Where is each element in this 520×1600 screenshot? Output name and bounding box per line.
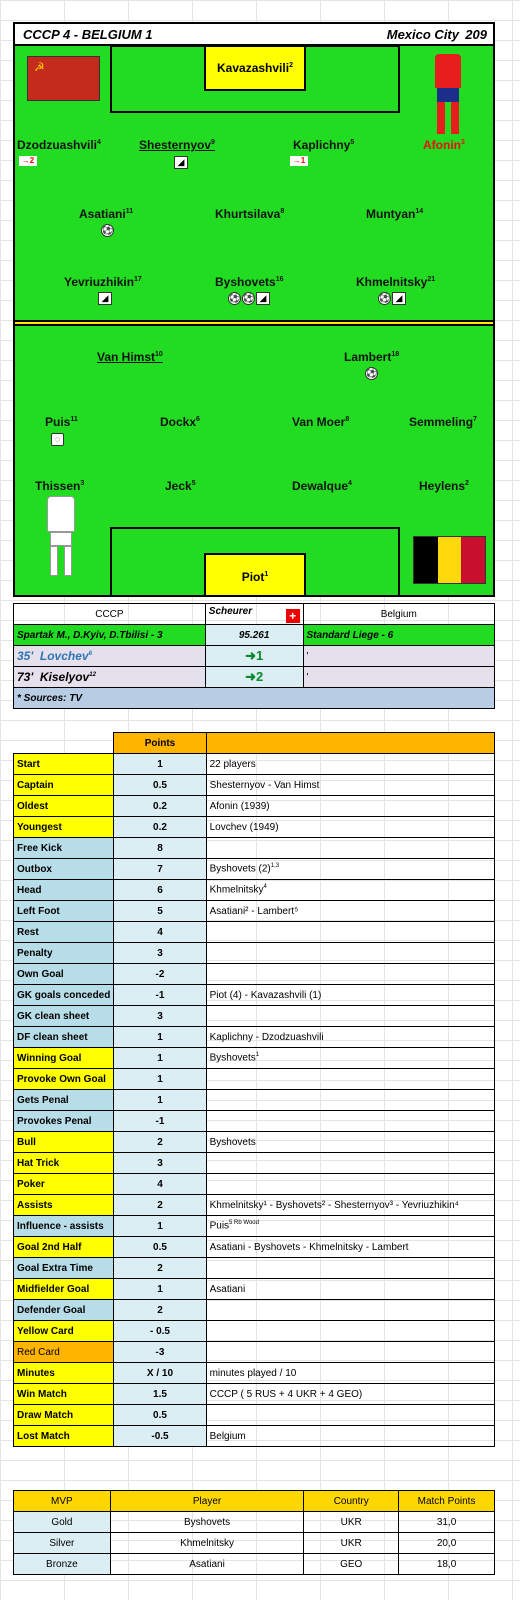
points-label: Midfielder Goal (14, 1279, 114, 1300)
points-value: 2 (114, 1195, 206, 1216)
points-value: 1 (114, 1279, 206, 1300)
points-label: GK clean sheet (14, 1006, 114, 1027)
player-kaplichny[interactable]: Kaplichny$^5$ (293, 138, 355, 152)
points-value: 3 (114, 943, 206, 964)
points-value: 1 (114, 1027, 206, 1048)
points-value: 1 (114, 1090, 206, 1111)
points-row (14, 1384, 495, 1405)
points-note (206, 1153, 494, 1174)
points-note (206, 1111, 494, 1132)
points-note (206, 1321, 494, 1342)
points-row (14, 1321, 495, 1342)
points-row (14, 838, 495, 859)
team2-clubs: Standard Liege - 6 (303, 625, 494, 646)
player-yevriuzhikin[interactable]: Yevriuzhikin$^{17}$ (64, 275, 142, 289)
team1-clubs: Spartak M., D.Kyiv, D.Tbilisi - 3 (14, 625, 206, 646)
points-value: X / 10 (114, 1363, 206, 1384)
points-note: Afonin (1939) (206, 796, 494, 817)
points-note (206, 943, 494, 964)
player-header: Player (110, 1491, 304, 1512)
belgium-kit-icon (45, 496, 77, 580)
mvp-header: MVP (14, 1491, 111, 1512)
points-value: -0.5 (114, 1426, 206, 1447)
player-semmeling[interactable]: Semmeling$^7$ (409, 415, 477, 429)
points-row (14, 1090, 495, 1111)
player-dockx[interactable]: Dockx$^6$ (160, 415, 200, 429)
points-table (13, 732, 495, 1447)
player-asatiani[interactable]: Asatiani$^{11}$ (79, 207, 134, 221)
points-row (14, 1258, 495, 1279)
points-row (14, 1363, 495, 1384)
sub-row-2: 73' Kiselyov$^{12}$ (14, 667, 206, 688)
points-label: Red Card (14, 1342, 114, 1363)
points-row (14, 1300, 495, 1321)
points-label: Win Match (14, 1384, 114, 1405)
points-label: Captain (14, 775, 114, 796)
points-row (14, 964, 495, 985)
points-note: 22 players (206, 754, 494, 775)
mvp-cell: 31,0 (399, 1512, 495, 1533)
points-row (14, 754, 495, 775)
points-value: -1 (114, 1111, 206, 1132)
points-label: Yellow Card (14, 1321, 114, 1342)
year: 209 (465, 27, 487, 42)
points-label: DF clean sheet (14, 1027, 114, 1048)
mvp-cell: Bronze (14, 1554, 111, 1575)
points-label: Assists (14, 1195, 114, 1216)
points-note: minutes played / 10 (206, 1363, 494, 1384)
mvp-row (14, 1554, 495, 1575)
points-label: Gets Penal (14, 1090, 114, 1111)
points-value: 7 (114, 859, 206, 880)
mvp-cell: UKR (304, 1533, 399, 1554)
halfway-line (15, 320, 493, 326)
points-note: Shesternyov - Van Himst (206, 775, 494, 796)
sub-arrow-1: ➜1 (205, 646, 303, 667)
points-row (14, 1216, 495, 1237)
player-dzodzuashvili[interactable]: Dzodzuashvili$^4$ (17, 138, 101, 152)
points-value: 1 (114, 1216, 206, 1237)
points-row (14, 1048, 495, 1069)
points-label: Goal Extra Time (14, 1258, 114, 1279)
points-label: Provokes Penal (14, 1111, 114, 1132)
points-value: 8 (114, 838, 206, 859)
points-note: Khmelnitsky¹ - Byshovets² - Shesternyov³ - Yevriuzhikin⁴ (206, 1195, 494, 1216)
points-note (206, 1006, 494, 1027)
points-label: Poker (14, 1174, 114, 1195)
points-value: 6 (114, 880, 206, 901)
points-value: 3 (114, 1006, 206, 1027)
player-van-himst[interactable]: Van Himst$^{10}$ (97, 350, 163, 364)
player-thissen[interactable]: Thissen$^3$ (35, 479, 85, 493)
points-row (14, 901, 495, 922)
points-label: Lost Match (14, 1426, 114, 1447)
points-value: 4 (114, 1174, 206, 1195)
mvp-cell: UKR (304, 1512, 399, 1533)
player-muntyan[interactable]: Muntyan$^{14}$ (366, 207, 424, 221)
match-info-table (13, 603, 495, 709)
points-label: Influence - assists (14, 1216, 114, 1237)
points-label: Goal 2nd Half (14, 1237, 114, 1258)
points-row (14, 1132, 495, 1153)
points-row (14, 1237, 495, 1258)
player-afonin[interactable]: Afonin$^3$ (423, 138, 465, 152)
swiss-flag-icon: + (286, 609, 300, 623)
points-note: Byshovets (206, 1132, 494, 1153)
player-van-moer[interactable]: Van Moer$^8$ (292, 415, 350, 429)
points-row (14, 1069, 495, 1090)
points-row (14, 1027, 495, 1048)
points-value: 0.5 (114, 1405, 206, 1426)
points-label: Own Goal (14, 964, 114, 985)
sub-out-icon: →2 (19, 156, 37, 166)
ball-icons (228, 292, 270, 305)
boot-icon: ◢ (174, 156, 188, 169)
points-row (14, 1195, 495, 1216)
points-value: 2 (114, 1132, 206, 1153)
ball-icons (378, 292, 406, 305)
points-note (206, 1174, 494, 1195)
points-value: 2 (114, 1258, 206, 1279)
player-khurtsilava[interactable]: Khurtsilava$^8$ (215, 207, 285, 221)
points-note: Kaplichny - Dzodzuashvili (206, 1027, 494, 1048)
player-jeck[interactable]: Jeck$^5$ (165, 479, 196, 493)
points-note (206, 1405, 494, 1426)
sub-quote: ' (303, 646, 494, 667)
points-row (14, 880, 495, 901)
sub-out-icon: →1 (290, 156, 308, 166)
points-row (14, 1426, 495, 1447)
points-value: 1.5 (114, 1384, 206, 1405)
player-heylens[interactable]: Heylens$^2$ (419, 479, 469, 493)
points-label: Draw Match (14, 1405, 114, 1426)
match-points-header: Match Points (399, 1491, 495, 1512)
points-row (14, 1174, 495, 1195)
player-lambert[interactable]: Lambert$^{18}$ (344, 350, 400, 364)
points-header: Points (114, 733, 206, 754)
points-row (14, 1153, 495, 1174)
team2-name: Belgium (303, 604, 494, 625)
points-value: -2 (114, 964, 206, 985)
points-note: Piot (4) - Kavazashvili (1) (206, 985, 494, 1006)
points-label: Youngest (14, 817, 114, 838)
match-header (15, 24, 493, 46)
ball-icon: ⚽ (366, 368, 378, 378)
belgium-flag (413, 536, 486, 584)
wood-icon: ◌ (51, 433, 64, 446)
points-value: 0.2 (114, 796, 206, 817)
points-value: 3 (114, 1153, 206, 1174)
points-label: Minutes (14, 1363, 114, 1384)
points-row (14, 1111, 495, 1132)
points-label: GK goals conceded (14, 985, 114, 1006)
sources: * Sources: TV (14, 688, 495, 709)
mvp-cell: Khmelnitsky (110, 1533, 304, 1554)
points-note (206, 1069, 494, 1090)
points-note (206, 922, 494, 943)
points-note: Puis$^{5 Rb Wood}$ (206, 1216, 494, 1237)
mvp-row (14, 1512, 495, 1533)
cccp-kit-icon (433, 54, 463, 138)
mvp-cell: GEO (304, 1554, 399, 1575)
match-title: CCCP 4 - BELGIUM 1 (23, 27, 153, 42)
points-label: Defender Goal (14, 1300, 114, 1321)
points-note: Khmelnitsky$^4$ (206, 880, 494, 901)
points-value: 1 (114, 1069, 206, 1090)
boot-icon: ◢ (98, 292, 112, 305)
points-value: 1 (114, 754, 206, 775)
mvp-cell: 20,0 (399, 1533, 495, 1554)
points-value: 0.2 (114, 817, 206, 838)
sub-arrow-2: ➜2 (205, 667, 303, 688)
points-label: Penalty (14, 943, 114, 964)
player-shesternyov[interactable]: Shesternyov$^9$ (139, 138, 215, 152)
ussr-flag: ☭ (27, 56, 100, 101)
points-row (14, 943, 495, 964)
points-value: 0.5 (114, 1237, 206, 1258)
sub-quote: ' (303, 667, 494, 688)
player-puis[interactable]: Puis$^{11}$ (45, 415, 78, 429)
mvp-cell: 18,0 (399, 1554, 495, 1575)
points-row (14, 1405, 495, 1426)
points-note: Asatiani - Byshovets - Khmelnitsky - Lambert (206, 1237, 494, 1258)
points-row (14, 985, 495, 1006)
points-note (206, 1258, 494, 1279)
points-note (206, 964, 494, 985)
top-goalkeeper: Kavazashvili$^2$ (204, 45, 306, 91)
points-label: Rest (14, 922, 114, 943)
points-note (206, 838, 494, 859)
mvp-row (14, 1533, 495, 1554)
points-value: 5 (114, 901, 206, 922)
mvp-table (13, 1490, 495, 1575)
boot-icon: ◢ (392, 292, 406, 305)
mvp-cell: Asatiani (110, 1554, 304, 1575)
points-label: Left Foot (14, 901, 114, 922)
points-label: Hat Trick (14, 1153, 114, 1174)
mvp-cell: Silver (14, 1533, 111, 1554)
ball-icon: ⚽ (102, 225, 114, 235)
points-value: 0.5 (114, 775, 206, 796)
points-note: Byshovets$^1$ (206, 1048, 494, 1069)
points-label: Bull (14, 1132, 114, 1153)
points-note (206, 1342, 494, 1363)
boot-icon: ◢ (256, 292, 270, 305)
points-note: Asatiani (206, 1279, 494, 1300)
points-row (14, 796, 495, 817)
points-row (14, 859, 495, 880)
ball-icon: ⚽ (229, 293, 241, 303)
points-note: Asatiani² - Lambert⁵ (206, 901, 494, 922)
points-label: Free Kick (14, 838, 114, 859)
points-row (14, 1342, 495, 1363)
ball-icon: ⚽ (379, 293, 391, 303)
referee: Scheurer + (205, 604, 303, 625)
points-note: Byshovets $(2)^{1,3}$ (206, 859, 494, 880)
points-label: Winning Goal (14, 1048, 114, 1069)
player-byshovets[interactable]: Byshovets$^{16}$ (215, 275, 284, 289)
points-value: - 0.5 (114, 1321, 206, 1342)
points-value: 1 (114, 1048, 206, 1069)
points-label: Oldest (14, 796, 114, 817)
venue: Mexico City (386, 27, 459, 42)
points-note (206, 1090, 494, 1111)
player-khmelnitsky[interactable]: Khmelnitsky$^{21}$ (356, 275, 436, 289)
player-dewalque[interactable]: Dewalque$^4$ (292, 479, 352, 493)
points-note (206, 1300, 494, 1321)
points-row (14, 1006, 495, 1027)
pitch (13, 22, 495, 597)
points-note: CCCP ( 5 RUS + 4 UKR + 4 GEO) (206, 1384, 494, 1405)
mvp-cell: Gold (14, 1512, 111, 1533)
mvp-cell: Byshovets (110, 1512, 304, 1533)
points-value: 4 (114, 922, 206, 943)
points-row (14, 1279, 495, 1300)
points-row (14, 817, 495, 838)
points-value: -3 (114, 1342, 206, 1363)
points-label: Outbox (14, 859, 114, 880)
attendance: 95.261 (205, 625, 303, 646)
points-note: Lovchev (1949) (206, 817, 494, 838)
points-label: Provoke Own Goal (14, 1069, 114, 1090)
sub-row-1: 35' Lovchev$^6$ (14, 646, 206, 667)
points-value: -1 (114, 985, 206, 1006)
ball-icon: ⚽ (243, 293, 255, 303)
points-row (14, 922, 495, 943)
team1-name: CCCP (14, 604, 206, 625)
points-value: 2 (114, 1300, 206, 1321)
points-label: Start (14, 754, 114, 775)
points-note: Belgium (206, 1426, 494, 1447)
points-row (14, 775, 495, 796)
points-label: Head (14, 880, 114, 901)
bottom-goalkeeper: Piot$^1$ (204, 553, 306, 597)
country-header: Country (304, 1491, 399, 1512)
